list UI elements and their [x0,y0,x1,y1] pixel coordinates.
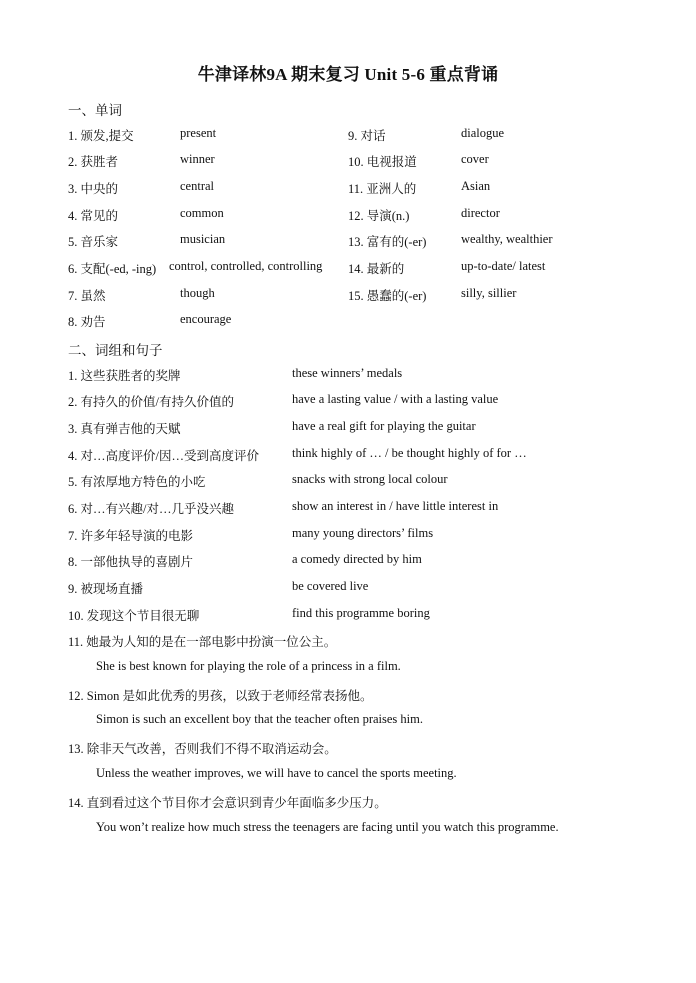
vocab-english: central [180,179,215,193]
vocab-row [68,312,668,332]
phrase-chinese: 4. 对…高度评价/因…受到高度评价 [68,449,259,463]
vocab-english: musician [180,232,226,246]
vocab-chinese: 9. 对话 [348,129,386,143]
vocab-chinese: 4. 常见的 [68,209,119,223]
sentence-chinese: 12. Simon 是如此优秀的男孩，以致于老师经常表扬他。 [68,689,373,703]
phrase-row [68,499,668,519]
phrase-chinese: 9. 被现场直播 [68,582,144,596]
vocab-row [68,206,668,226]
vocab-chinese: 10. 电视报道 [348,155,417,169]
vocab-row [68,232,668,252]
vocab-chinese: 2. 获胜者 [68,155,119,169]
vocab-english: cover [461,152,489,166]
vocab-chinese: 13. 富有的(-er) [348,235,427,249]
sentence-english: Unless the weather improves, we will have to cancel the sports meeting. [96,766,457,780]
phrase-english: think highly of … / be thought highly of for … [292,446,527,460]
phrase-chinese: 3. 真有弹吉他的天赋 [68,422,181,436]
phrase-row [68,446,668,466]
sentence-chinese: 11. 她最为人知的是在一部电影中扮演一位公主。 [68,635,337,649]
vocab-chinese: 15. 愚蠢的(-er) [348,289,427,303]
sentence-english: You won’t realize how much stress the teenagers are facing until you watch this programme. [96,820,559,834]
phrase-english: snacks with strong local colour [292,472,448,486]
vocab-english: director [461,206,500,220]
section-heading-phrases: 二、词组和句子 [68,343,163,358]
vocab-english: common [180,206,224,220]
vocab-english: dialogue [461,126,505,140]
phrase-row [68,472,668,492]
vocab-chinese: 3. 中央的 [68,182,119,196]
phrase-chinese: 8. 一部他执导的喜剧片 [68,555,194,569]
vocab-chinese: 14. 最新的 [348,262,405,276]
vocab-english: encourage [180,312,232,326]
phrase-chinese: 5. 有浓厚地方特色的小吃 [68,475,206,489]
phrase-chinese: 2. 有持久的价值/有持久价值的 [68,395,234,409]
phrase-english: have a lasting value / with a lasting value [292,392,499,406]
phrase-row [68,419,668,439]
phrase-english: show an interest in / have little interest in [292,499,499,513]
phrase-english: these winners’ medals [292,366,403,380]
vocab-chinese: 7. 虽然 [68,289,106,303]
phrase-row [68,392,668,412]
vocab-chinese: 12. 导演(n.) [348,209,410,223]
vocab-english: silly, sillier [461,286,517,300]
sentence-english: Simon is such an excellent boy that the teacher often praises him. [96,712,423,726]
phrase-chinese: 1. 这些获胜者的奖牌 [68,369,181,383]
sentence-english: She is best known for playing the role of a princess in a film. [96,659,401,673]
section-heading-vocabulary: 一、单词 [68,103,122,118]
vocab-chinese: 1. 颁发,提交 [68,129,134,143]
vocab-row [68,179,668,199]
vocab-row [68,286,668,306]
vocab-chinese: 5. 音乐家 [68,235,119,249]
phrase-row [68,552,668,572]
sentence-chinese: 14. 直到看过这个节目你才会意识到青少年面临多少压力。 [68,796,387,810]
phrase-english: have a real gift for playing the guitar [292,419,476,433]
page-title: 牛津译林9A 期末复习 Unit 5-6 重点背诵 [197,65,499,84]
vocab-english: present [180,126,217,140]
phrase-chinese: 6. 对…有兴趣/对…几乎没兴趣 [68,502,234,516]
vocab-chinese: 8. 劝告 [68,315,106,329]
sentence-chinese: 13. 除非天气改善，否则我们不得不取消运动会。 [68,742,337,756]
vocab-english: wealthy, wealthier [461,232,553,246]
vocab-row [68,152,668,172]
vocab-english: Asian [461,179,491,193]
vocab-chinese: 6. 支配(-ed, -ing) [68,262,157,276]
vocab-row [68,126,668,146]
phrase-row [68,526,668,546]
vocab-chinese: 11. 亚洲人的 [348,182,417,196]
vocab-english: control, controlled, controlling [169,259,323,273]
phrase-english: many young directors’ films [292,526,434,540]
vocab-english: up-to-date/ latest [461,259,546,273]
vocab-english: though [180,286,215,300]
phrase-row [68,579,668,599]
phrase-row [68,366,668,386]
phrase-chinese: 10. 发现这个节目很无聊 [68,609,200,623]
phrase-english: a comedy directed by him [292,552,422,566]
phrase-chinese: 7. 许多年轻导演的电影 [68,529,194,543]
vocab-english: winner [180,152,215,166]
phrase-english: find this programme boring [292,606,430,620]
phrase-row [68,606,668,626]
vocab-row [68,259,668,279]
phrase-english: be covered live [292,579,369,593]
